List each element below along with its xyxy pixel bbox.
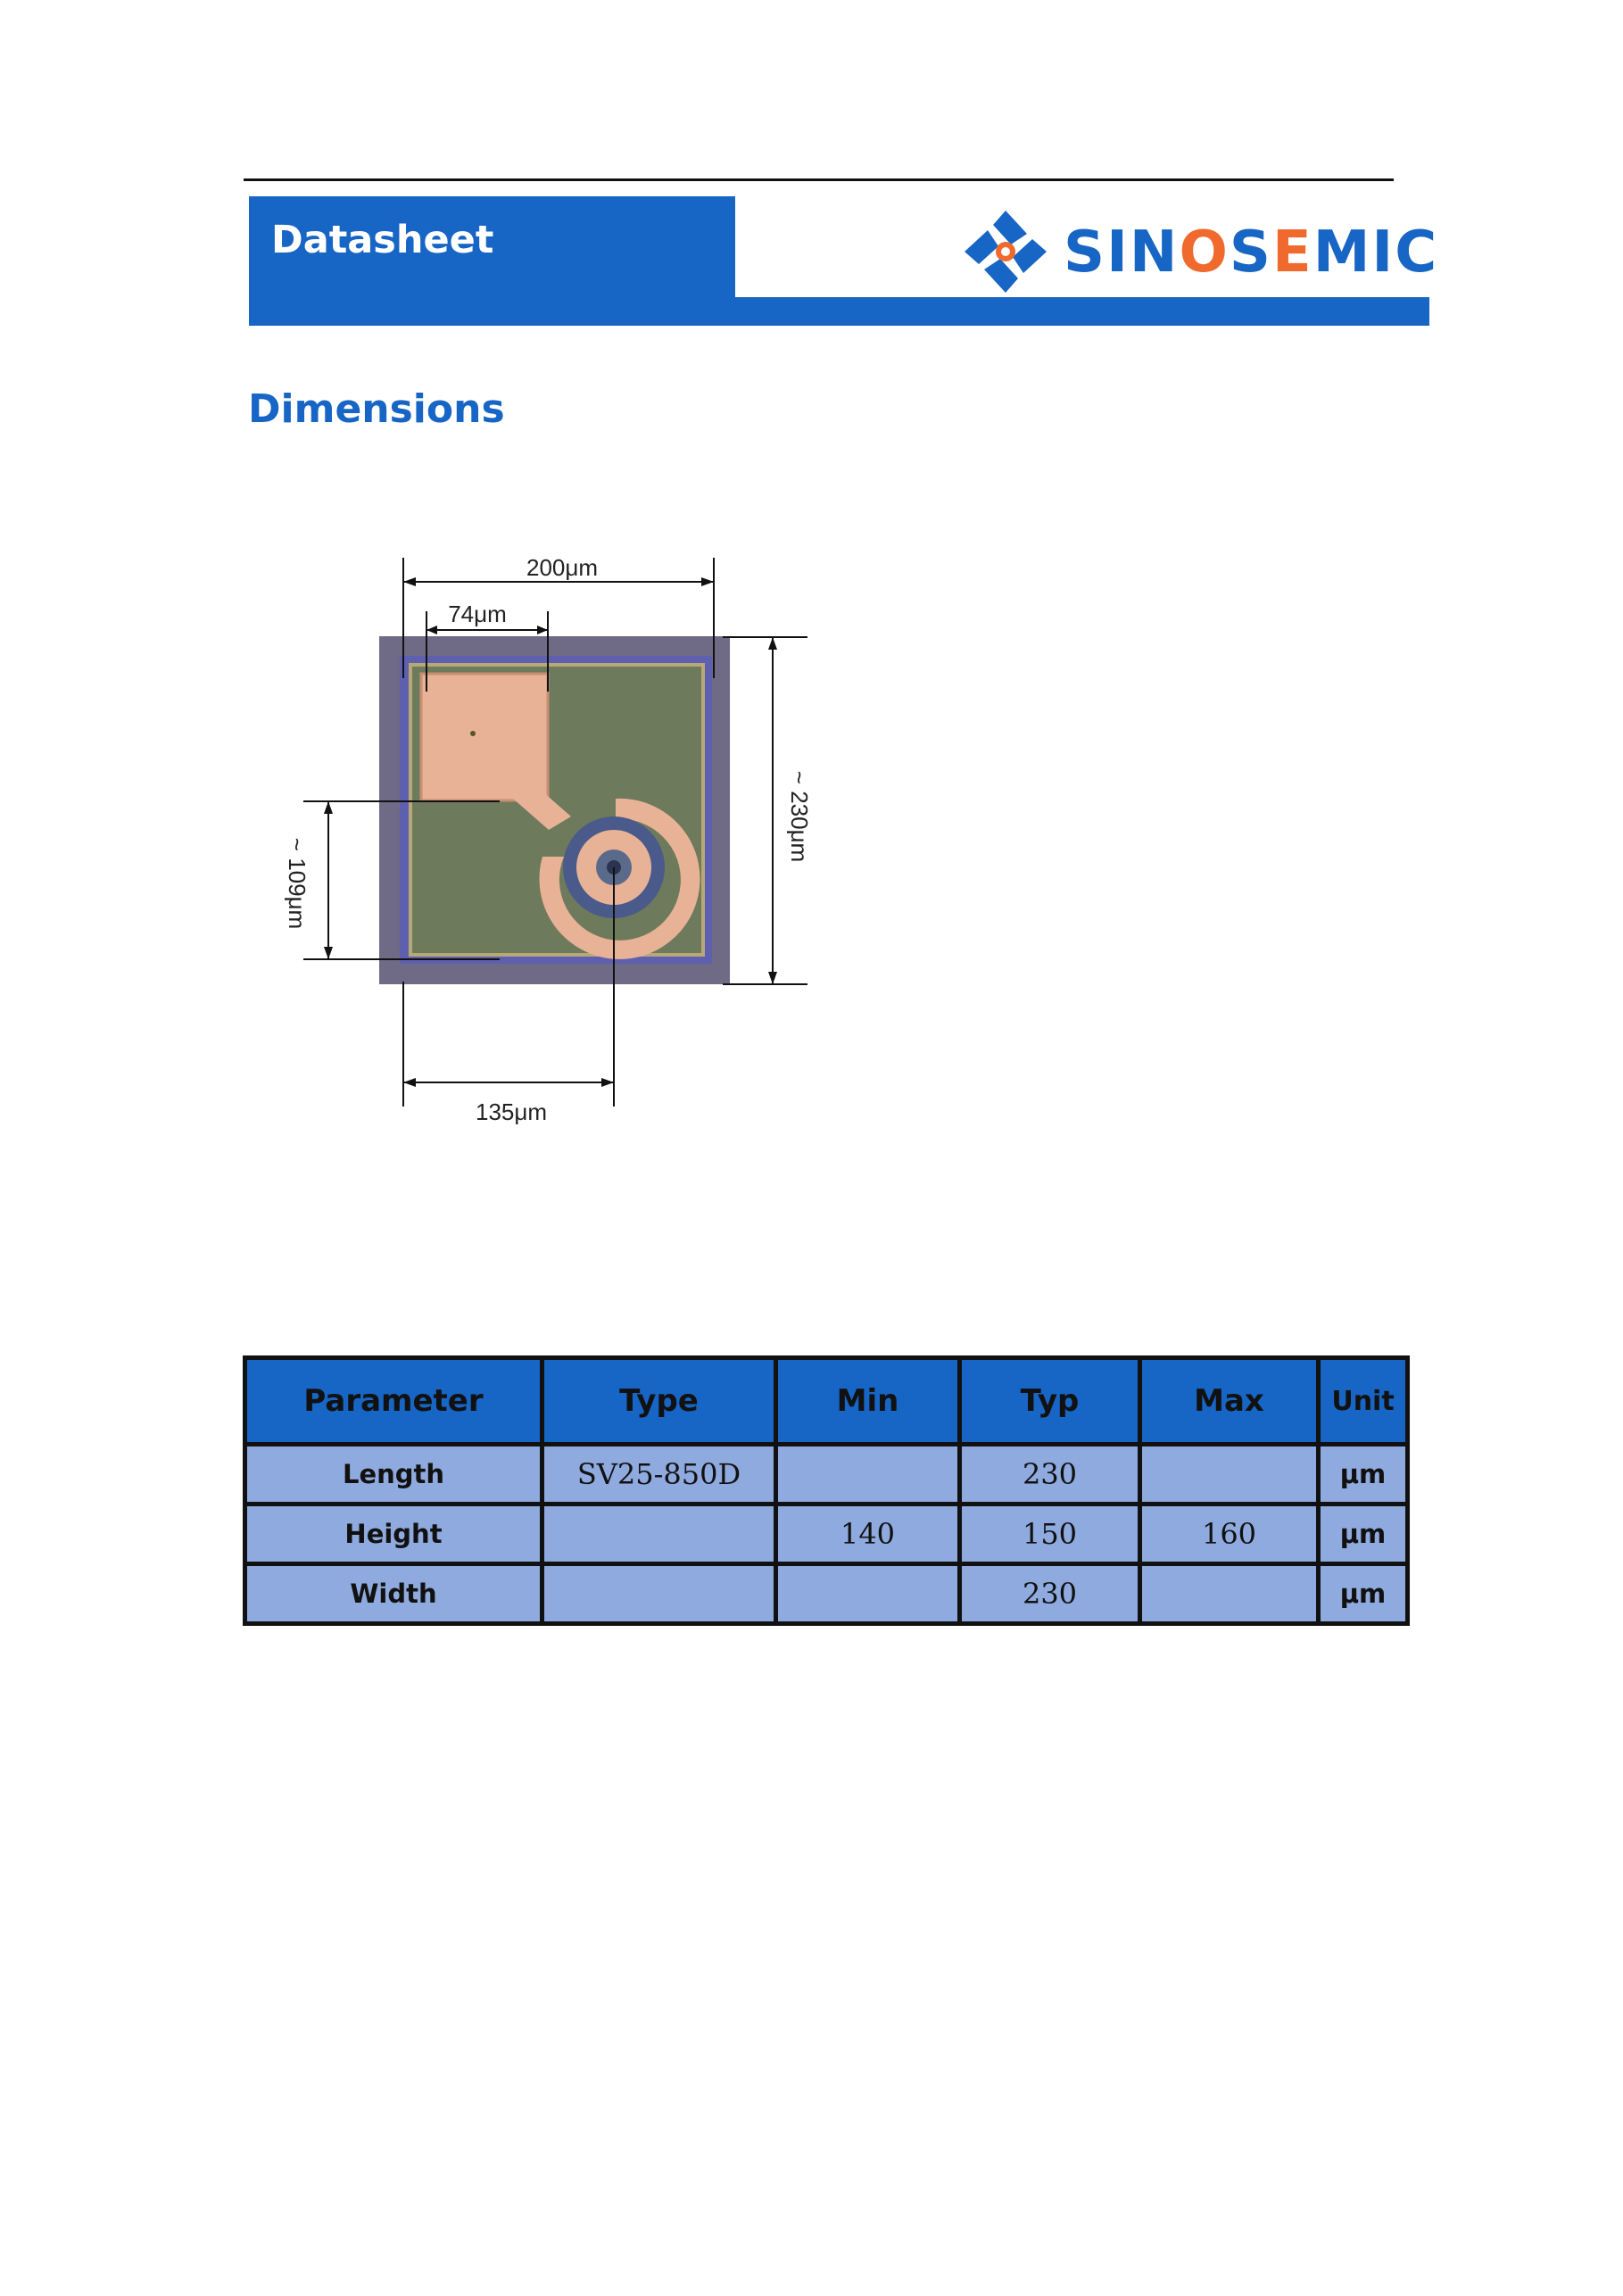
- header-band: [249, 196, 1439, 326]
- header-title-block: [249, 196, 735, 326]
- pad-dot: [470, 731, 476, 736]
- table-header-row: [245, 1358, 1408, 1445]
- cell-unit: μm: [1319, 1504, 1408, 1564]
- cell-typ: 230: [960, 1564, 1140, 1624]
- table-row: [245, 1445, 1408, 1504]
- cell-min: [776, 1564, 960, 1624]
- cell-max: [1140, 1564, 1319, 1624]
- sinosemic-logo-icon: [961, 207, 1050, 296]
- label-74um: 74μm: [448, 601, 507, 627]
- label-230um: ~ 230μm: [786, 770, 813, 863]
- cell-unit: μm: [1319, 1445, 1408, 1504]
- table-row: [245, 1504, 1408, 1564]
- section-title: Dimensions: [248, 386, 505, 432]
- cell-max: 160: [1140, 1504, 1319, 1564]
- cell-typ: 150: [960, 1504, 1140, 1564]
- dimensions-table: [243, 1355, 1410, 1626]
- logo-wordmark: SINOSEMIC: [1064, 220, 1439, 286]
- header-min: Min: [776, 1358, 960, 1445]
- header-type: Type: [542, 1358, 776, 1445]
- bond-pad: [421, 674, 548, 800]
- cell-max: [1140, 1445, 1319, 1504]
- top-rule: [244, 178, 1394, 181]
- label-200um: 200μm: [526, 554, 599, 581]
- cell-min: [776, 1445, 960, 1504]
- label-135um: 135μm: [475, 1098, 548, 1125]
- chip-dimension-diagram: [277, 544, 830, 1151]
- header-title: Datasheet: [271, 218, 494, 262]
- sinosemic-logo: [961, 207, 1439, 296]
- header-unit: Unit: [1319, 1358, 1408, 1445]
- cell-parameter: Height: [245, 1504, 542, 1564]
- header-stripe: [735, 297, 1429, 326]
- cell-parameter: Length: [245, 1445, 542, 1504]
- header-parameter: Parameter: [245, 1358, 542, 1445]
- cell-min: 140: [776, 1504, 960, 1564]
- cell-parameter: Width: [245, 1564, 542, 1624]
- cell-typ: 230: [960, 1445, 1140, 1504]
- cell-type: SV25-850D: [542, 1445, 776, 1504]
- cell-type: [542, 1504, 776, 1564]
- header-max: Max: [1140, 1358, 1319, 1445]
- cell-unit: μm: [1319, 1564, 1408, 1624]
- label-109um: ~ 109μm: [284, 837, 311, 930]
- table-row: [245, 1564, 1408, 1624]
- header-typ: Typ: [960, 1358, 1140, 1445]
- cell-type: [542, 1564, 776, 1624]
